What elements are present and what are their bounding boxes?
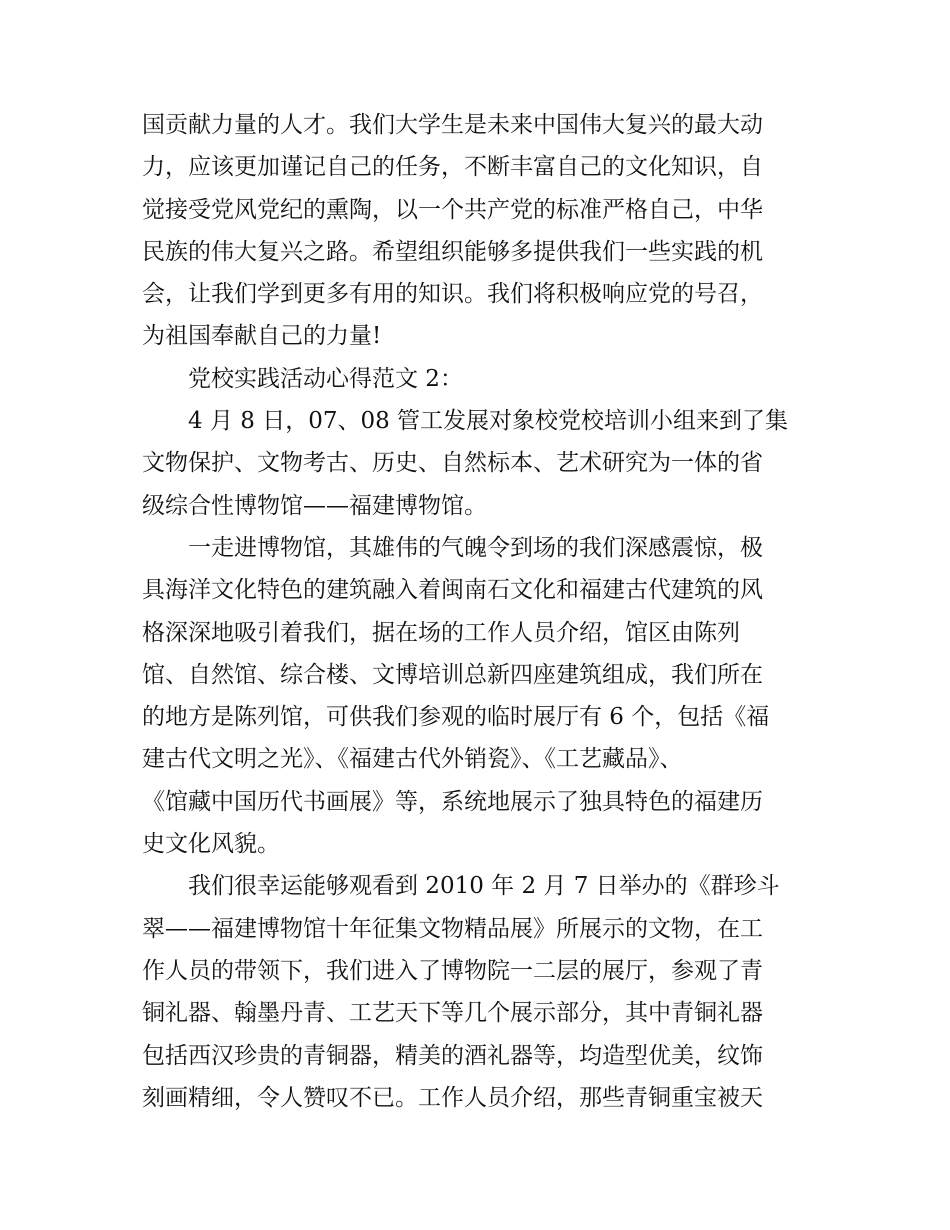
text-line: 《馆藏中国历代书画展》等，系统地展示了独具特色的福建历 [142,788,763,815]
text-line: 翠——福建博物馆十年征集文物精品展》所展示的文物，在工 [142,915,763,942]
text-line: 4 月 8 日，07、08 管工发展对象校党校培训小组来到了集 [188,408,789,435]
text-line: 铜礼器、翰墨丹青、工艺天下等几个展示部分，其中青铜礼器 [142,1000,763,1027]
text-line: 的地方是陈列馆，可供我们参观的临时展厅有 6 个，包括《福 [142,704,770,731]
text-line: 会，让我们学到更多有用的知识。我们将积极响应党的号召， [142,281,763,308]
text-line: 具海洋文化特色的建筑融入着闽南石文化和福建古代建筑的风 [142,577,763,604]
text-line: 格深深地吸引着我们，据在场的工作人员介绍，馆区由陈列 [142,619,740,646]
section-heading: 党校实践活动心得范文 2： [188,365,463,392]
text-line: 文物保护、文物考古、历史、自然标本、艺术研究为一体的省 [142,450,763,477]
text-line: 我们很幸运能够观看到 2010 年 2 月 7 日举办的《群珍斗 [188,873,780,900]
text-line: 包括西汉珍贵的青铜器，精美的酒礼器等，均造型优美，纹饰 [142,1042,763,1069]
text-line: 一走进博物馆，其雄伟的气魄令到场的我们深感震惊，极 [188,534,763,561]
text-line: 刻画精细，令人赞叹不已。工作人员介绍，那些青铜重宝被天 [142,1084,763,1111]
text-line: 为祖国奉献自己的力量! [142,323,382,350]
text-line: 级综合性博物馆——福建博物馆。 [142,492,487,519]
text-line: 民族的伟大复兴之路。希望组织能够多提供我们一些实践的机 [142,238,763,265]
text-line: 国贡献力量的人才。我们大学生是未来中国伟大复兴的最大动 [142,112,763,138]
document-body [142,104,814,1119]
text-line: 作人员的带领下，我们进入了博物院一二层的展厅，参观了青 [142,957,763,984]
text-line: 史文化风貌。 [142,831,280,858]
text-line: 馆、自然馆、综合楼、文博培训总新四座建筑组成，我们所在 [142,661,763,688]
text-line: 建古代文明之光》、《福建古代外销瓷》、《工艺藏品》、 [142,746,683,773]
text-line: 觉接受党风党纪的熏陶，以一个共产党的标准严格自己，中华 [142,196,763,223]
text-line: 力，应该更加谨记自己的任务，不断丰富自己的文化知识，自 [142,154,763,181]
